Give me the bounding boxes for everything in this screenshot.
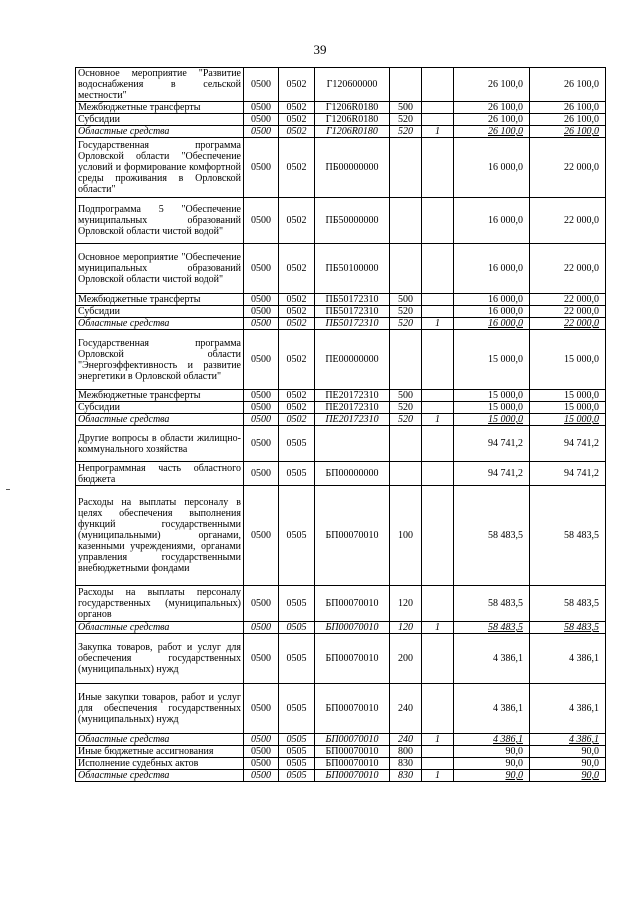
row-expense-type: 240 (390, 734, 422, 746)
table-row (76, 402, 606, 414)
row-amount-1: 16 000,0 (454, 306, 530, 318)
row-subsection: 0505 (279, 622, 315, 634)
table-row (76, 734, 606, 746)
row-section: 0500 (244, 102, 279, 114)
row-source: 1 (422, 622, 454, 634)
row-section: 0500 (244, 586, 279, 622)
row-amount-1: 90,0 (454, 758, 530, 770)
row-amount-2: 26 100,0 (530, 102, 606, 114)
table-row (76, 486, 606, 586)
row-expense-type: 830 (390, 758, 422, 770)
row-expense-type: 240 (390, 684, 422, 734)
row-expense-type (390, 426, 422, 462)
row-amount-1: 4 386,1 (454, 684, 530, 734)
table-row (76, 758, 606, 770)
row-name: Расходы на выплаты персоналу государственных (муниципальных) органов (76, 586, 244, 622)
row-amount-2: 90,0 (530, 746, 606, 758)
row-source (422, 402, 454, 414)
row-expense-type: 500 (390, 102, 422, 114)
row-section: 0500 (244, 68, 279, 102)
row-amount-1: 58 483,5 (454, 586, 530, 622)
row-target-item: БП00070010 (315, 758, 390, 770)
row-source (422, 634, 454, 684)
row-amount-2: 22 000,0 (530, 138, 606, 198)
row-section: 0500 (244, 622, 279, 634)
row-amount-1: 58 483,5 (454, 486, 530, 586)
row-section: 0500 (244, 294, 279, 306)
row-subsection: 0505 (279, 634, 315, 684)
row-subsection: 0502 (279, 330, 315, 390)
row-target-item: БП00070010 (315, 622, 390, 634)
row-subsection: 0502 (279, 244, 315, 294)
budget-table-body (76, 68, 606, 782)
row-subsection: 0505 (279, 746, 315, 758)
row-target-item: ПБ50100000 (315, 244, 390, 294)
row-expense-type: 520 (390, 318, 422, 330)
row-subsection: 0502 (279, 138, 315, 198)
row-section: 0500 (244, 318, 279, 330)
row-name: Областные средства (76, 734, 244, 746)
row-amount-2: 26 100,0 (530, 126, 606, 138)
row-amount-2: 22 000,0 (530, 306, 606, 318)
row-target-item: БП00000000 (315, 462, 390, 486)
row-expense-type: 520 (390, 402, 422, 414)
row-subsection: 0502 (279, 102, 315, 114)
row-name: Межбюджетные трансферты (76, 102, 244, 114)
row-amount-2: 4 386,1 (530, 734, 606, 746)
table-row (76, 68, 606, 102)
row-expense-type: 500 (390, 390, 422, 402)
row-section: 0500 (244, 426, 279, 462)
row-target-item: БП00070010 (315, 586, 390, 622)
row-amount-1: 90,0 (454, 746, 530, 758)
row-source: 1 (422, 414, 454, 426)
row-subsection: 0502 (279, 114, 315, 126)
row-amount-1: 58 483,5 (454, 622, 530, 634)
row-subsection: 0502 (279, 198, 315, 244)
row-source (422, 306, 454, 318)
row-subsection: 0502 (279, 68, 315, 102)
row-section: 0500 (244, 770, 279, 782)
row-name: Межбюджетные трансферты (76, 390, 244, 402)
row-source (422, 114, 454, 126)
row-subsection: 0502 (279, 126, 315, 138)
row-expense-type (390, 330, 422, 390)
row-name: Непрограммная часть областного бюджета (76, 462, 244, 486)
table-row (76, 622, 606, 634)
row-target-item: БП00070010 (315, 684, 390, 734)
row-amount-2: 15 000,0 (530, 414, 606, 426)
row-subsection: 0505 (279, 734, 315, 746)
row-section: 0500 (244, 684, 279, 734)
row-amount-2: 90,0 (530, 758, 606, 770)
row-section: 0500 (244, 634, 279, 684)
row-source (422, 390, 454, 402)
row-name: Субсидии (76, 306, 244, 318)
row-target-item: ПЕ20172310 (315, 402, 390, 414)
row-target-item: БП00070010 (315, 770, 390, 782)
row-source: 1 (422, 318, 454, 330)
row-section: 0500 (244, 138, 279, 198)
row-amount-1: 15 000,0 (454, 330, 530, 390)
row-name: Субсидии (76, 402, 244, 414)
row-target-item: БП00070010 (315, 746, 390, 758)
row-name: Областные средства (76, 770, 244, 782)
table-row (76, 318, 606, 330)
row-target-item: ПЕ20172310 (315, 414, 390, 426)
row-section: 0500 (244, 462, 279, 486)
row-section: 0500 (244, 734, 279, 746)
row-target-item: БП00070010 (315, 634, 390, 684)
table-row (76, 138, 606, 198)
row-expense-type: 520 (390, 306, 422, 318)
table-row (76, 634, 606, 684)
row-amount-2: 22 000,0 (530, 244, 606, 294)
row-name: Основное мероприятие "Обеспечение муниципальных образований Орловской области чистой водой" (76, 244, 244, 294)
row-expense-type: 500 (390, 294, 422, 306)
row-subsection: 0502 (279, 318, 315, 330)
row-subsection: 0505 (279, 486, 315, 586)
row-expense-type (390, 68, 422, 102)
row-amount-2: 26 100,0 (530, 114, 606, 126)
row-target-item: Г1206R0180 (315, 126, 390, 138)
row-source: 1 (422, 126, 454, 138)
row-expense-type: 520 (390, 114, 422, 126)
row-name: Субсидии (76, 114, 244, 126)
row-section: 0500 (244, 244, 279, 294)
row-section: 0500 (244, 486, 279, 586)
row-expense-type: 830 (390, 770, 422, 782)
row-amount-1: 16 000,0 (454, 294, 530, 306)
row-amount-1: 15 000,0 (454, 414, 530, 426)
table-row (76, 330, 606, 390)
row-source (422, 426, 454, 462)
row-expense-type (390, 138, 422, 198)
row-expense-type: 100 (390, 486, 422, 586)
row-source: 1 (422, 770, 454, 782)
row-name: Подпрограмма 5 "Обеспечение муниципальных образований Орловской области чистой водой" (76, 198, 244, 244)
row-amount-1: 16 000,0 (454, 244, 530, 294)
row-source (422, 462, 454, 486)
row-name: Государственная программа Орловской области "Обеспечение условий и формирование комфортной среды проживания в Орловской области" (76, 138, 244, 198)
row-name: Областные средства (76, 318, 244, 330)
row-amount-1: 4 386,1 (454, 734, 530, 746)
row-subsection: 0502 (279, 414, 315, 426)
row-section: 0500 (244, 390, 279, 402)
row-name: Областные средства (76, 126, 244, 138)
table-row (76, 126, 606, 138)
row-subsection: 0505 (279, 684, 315, 734)
row-target-item: БП00070010 (315, 486, 390, 586)
row-section: 0500 (244, 746, 279, 758)
row-section: 0500 (244, 330, 279, 390)
row-amount-1: 26 100,0 (454, 126, 530, 138)
row-amount-2: 15 000,0 (530, 330, 606, 390)
table-row (76, 684, 606, 734)
row-expense-type: 120 (390, 622, 422, 634)
row-section: 0500 (244, 306, 279, 318)
row-amount-1: 26 100,0 (454, 102, 530, 114)
row-name: Государственная программа Орловской области "Энергоэффективность и развитие энергетики в Орловской области" (76, 330, 244, 390)
row-expense-type: 200 (390, 634, 422, 684)
table-row (76, 114, 606, 126)
table-row (76, 294, 606, 306)
row-target-item: ПЕ00000000 (315, 330, 390, 390)
row-expense-type: 800 (390, 746, 422, 758)
row-source (422, 138, 454, 198)
row-amount-1: 26 100,0 (454, 114, 530, 126)
row-name: Иные бюджетные ассигнования (76, 746, 244, 758)
row-target-item: Г120600000 (315, 68, 390, 102)
row-section: 0500 (244, 402, 279, 414)
row-amount-2: 90,0 (530, 770, 606, 782)
table-row (76, 198, 606, 244)
row-target-item: БП00070010 (315, 734, 390, 746)
row-target-item: ПБ50172310 (315, 306, 390, 318)
row-name: Закупка товаров, работ и услуг для обеспечения государственных (муниципальных) нужд (76, 634, 244, 684)
row-name: Основное мероприятие "Развитие водоснабжения в сельской местности" (76, 68, 244, 102)
row-amount-1: 26 100,0 (454, 68, 530, 102)
row-target-item: ПБ50172310 (315, 318, 390, 330)
row-subsection: 0502 (279, 390, 315, 402)
row-source (422, 684, 454, 734)
row-name: Другие вопросы в области жилищно-коммунального хозяйства (76, 426, 244, 462)
row-section: 0500 (244, 758, 279, 770)
row-amount-2: 22 000,0 (530, 318, 606, 330)
row-amount-1: 16 000,0 (454, 138, 530, 198)
row-target-item: ПБ50000000 (315, 198, 390, 244)
row-amount-2: 15 000,0 (530, 390, 606, 402)
row-amount-2: 94 741,2 (530, 462, 606, 486)
row-amount-2: 58 483,5 (530, 622, 606, 634)
row-expense-type: 520 (390, 414, 422, 426)
page-number: 39 (313, 42, 327, 57)
row-amount-2: 22 000,0 (530, 294, 606, 306)
row-amount-1: 4 386,1 (454, 634, 530, 684)
row-amount-1: 16 000,0 (454, 198, 530, 244)
row-expense-type (390, 462, 422, 486)
table-row (76, 306, 606, 318)
row-source (422, 330, 454, 390)
row-expense-type (390, 244, 422, 294)
row-name: Иные закупки товаров, работ и услуг для обеспечения государственных (муниципальных) нужд (76, 684, 244, 734)
row-amount-2: 94 741,2 (530, 426, 606, 462)
row-name: Расходы на выплаты персоналу в целях обеспечения выполнения функций государственными (муниципальными) органами, казенными учреждениями, органами управления государственными внебюджетными фондами (76, 486, 244, 586)
row-amount-2: 58 483,5 (530, 486, 606, 586)
row-source (422, 198, 454, 244)
margin-mark (6, 489, 10, 490)
row-source: 1 (422, 734, 454, 746)
row-source (422, 758, 454, 770)
row-section: 0500 (244, 198, 279, 244)
row-name: Исполнение судебных актов (76, 758, 244, 770)
row-target-item: Г1206R0180 (315, 102, 390, 114)
row-target-item: ПБ00000000 (315, 138, 390, 198)
row-source (422, 68, 454, 102)
table-row (76, 586, 606, 622)
row-expense-type (390, 198, 422, 244)
row-subsection: 0502 (279, 294, 315, 306)
table-row (76, 244, 606, 294)
row-amount-1: 94 741,2 (454, 462, 530, 486)
row-source (422, 102, 454, 114)
row-name: Межбюджетные трансферты (76, 294, 244, 306)
row-amount-2: 58 483,5 (530, 586, 606, 622)
row-section: 0500 (244, 126, 279, 138)
table-row (76, 746, 606, 758)
table-row (76, 462, 606, 486)
row-subsection: 0505 (279, 758, 315, 770)
row-subsection: 0505 (279, 586, 315, 622)
row-source (422, 586, 454, 622)
row-name: Областные средства (76, 622, 244, 634)
row-target-item: Г1206R0180 (315, 114, 390, 126)
row-target-item (315, 426, 390, 462)
row-amount-1: 16 000,0 (454, 318, 530, 330)
row-amount-1: 90,0 (454, 770, 530, 782)
row-source (422, 294, 454, 306)
row-amount-2: 15 000,0 (530, 402, 606, 414)
row-name: Областные средства (76, 414, 244, 426)
row-amount-1: 15 000,0 (454, 390, 530, 402)
row-amount-2: 26 100,0 (530, 68, 606, 102)
row-source (422, 244, 454, 294)
row-target-item: ПБ50172310 (315, 294, 390, 306)
row-amount-2: 4 386,1 (530, 634, 606, 684)
row-expense-type: 120 (390, 586, 422, 622)
table-row (76, 414, 606, 426)
row-subsection: 0505 (279, 770, 315, 782)
row-amount-1: 15 000,0 (454, 402, 530, 414)
table-row (76, 102, 606, 114)
table-row (76, 390, 606, 402)
table-row (76, 426, 606, 462)
row-amount-2: 22 000,0 (530, 198, 606, 244)
table-row (76, 770, 606, 782)
row-section: 0500 (244, 414, 279, 426)
row-subsection: 0505 (279, 426, 315, 462)
row-subsection: 0502 (279, 402, 315, 414)
row-amount-1: 94 741,2 (454, 426, 530, 462)
row-section: 0500 (244, 114, 279, 126)
row-expense-type: 520 (390, 126, 422, 138)
row-amount-2: 4 386,1 (530, 684, 606, 734)
budget-table (75, 67, 606, 782)
row-target-item: ПЕ20172310 (315, 390, 390, 402)
row-subsection: 0502 (279, 306, 315, 318)
row-subsection: 0505 (279, 462, 315, 486)
row-source (422, 486, 454, 586)
row-source (422, 746, 454, 758)
